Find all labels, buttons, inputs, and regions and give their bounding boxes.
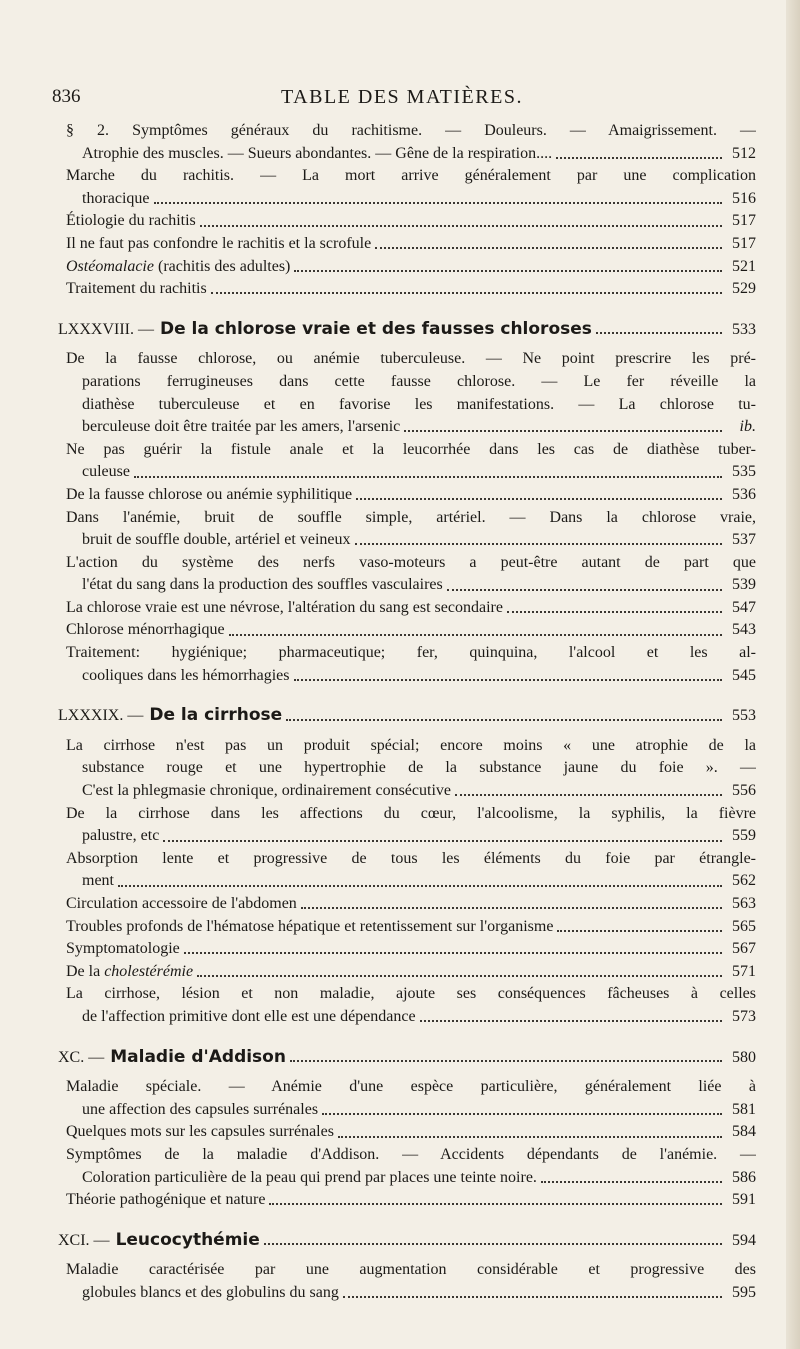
entry-line — [66, 461, 756, 484]
entry-line — [66, 1121, 756, 1144]
entry-page-number: 517 — [732, 234, 756, 252]
entry-text: de l'affection primitive dont elle est une dépendance — [82, 1007, 416, 1025]
dot-leader — [184, 952, 722, 954]
entry-line — [66, 619, 756, 642]
entry-line — [66, 1076, 756, 1099]
entry-line — [66, 803, 756, 826]
entry-line — [66, 256, 756, 279]
entry-text: cooliques dans les hémorrhagies — [82, 666, 290, 684]
entry-text: culeuse — [82, 463, 130, 481]
entry-text: Quelques mots sur les capsules surrénales — [66, 1123, 334, 1141]
entry-line — [66, 665, 756, 688]
entry-page-number: 573 — [732, 1007, 756, 1025]
entry-line — [66, 642, 756, 665]
entry-line — [66, 848, 756, 871]
entry-line — [66, 983, 756, 1006]
toc-entry[interactable] — [66, 552, 756, 597]
toc-entry[interactable] — [66, 597, 756, 620]
page-edge-shadow — [786, 0, 800, 1349]
chapter-page-number: 533 — [732, 320, 756, 338]
entry-text: Maladie spéciale. — Anémie d'une espèce particulière, généralement liée à — [66, 1078, 756, 1096]
entry-page-number: 584 — [732, 1123, 756, 1141]
entry-line — [66, 735, 756, 758]
entry-page-number: 565 — [732, 917, 756, 935]
entry-line — [66, 394, 756, 417]
entry-text: Absorption lente et progressive de tous les éléments du foie par étrangle- — [66, 849, 756, 867]
toc-entry[interactable] — [66, 916, 756, 939]
entry-text: Symptômes de la maladie d'Addison. — Accidents dépendants de l'anémie. — — [66, 1145, 756, 1163]
chapter-heading[interactable] — [58, 704, 756, 727]
entry-page-number: 547 — [732, 598, 756, 616]
entry-line — [66, 597, 756, 620]
toc-entry[interactable] — [66, 1144, 756, 1189]
entry-text: une affection des capsules surrénales — [82, 1100, 319, 1118]
dot-leader — [200, 225, 722, 227]
dot-leader — [455, 794, 722, 796]
entry-text: Circulation accessoire de l'abdomen — [66, 895, 297, 912]
toc-entry[interactable] — [66, 961, 756, 984]
toc-entry[interactable] — [66, 1076, 756, 1121]
entry-text: diathèse tuberculeuse et en favorise les manifestations. — La chlorose tu- — [82, 395, 756, 413]
entry-text: bruit de souffle double, artériel et veineux — [82, 531, 351, 549]
entry-text: berculeuse doit être traitée par les amers, l'arsenic — [82, 418, 401, 436]
entry-text: Symptomatologie — [66, 940, 180, 958]
chapter-page-number: 580 — [732, 1048, 756, 1066]
entry-line — [66, 1282, 756, 1305]
entry-line — [66, 825, 756, 848]
chapter-heading[interactable] — [58, 318, 756, 341]
entry-page-number: ib. — [739, 418, 756, 436]
entry-line — [66, 1259, 756, 1282]
entry-text: De la — [66, 962, 101, 980]
dot-leader — [154, 202, 722, 204]
entry-text: § 2. Symptômes généraux du rachitisme. — Douleurs. — Amaigrissement. — — [66, 122, 756, 139]
chapter-title: De la chlorose vraie et des fausses chloroses — [159, 318, 592, 339]
dot-leader — [338, 1136, 722, 1138]
entry-text: Dans l'anémie, bruit de souffle simple, artériel. — Dans la chlorose vraie, — [66, 508, 756, 526]
chapter-title: Leucocythémie — [115, 1229, 260, 1250]
toc-entry[interactable] — [66, 983, 756, 1028]
entry-page-number: 537 — [732, 531, 756, 549]
toc-entry[interactable] — [66, 1259, 756, 1304]
page-number: 836 — [52, 86, 81, 107]
entry-text: De la fausse chlorose ou anémie syphilitique — [66, 485, 353, 503]
dot-leader — [290, 1060, 722, 1062]
entry-text: Théorie pathogénique et nature — [66, 1191, 266, 1209]
toc-entry[interactable] — [66, 120, 756, 165]
entry-line — [66, 143, 756, 166]
dot-leader — [269, 1203, 722, 1205]
entry-text: La cirrhose, lésion et non maladie, ajoute ses conséquences fâcheuses à celles — [66, 985, 756, 1003]
entry-line — [66, 507, 756, 530]
dot-leader — [264, 1243, 722, 1245]
toc-entry[interactable] — [66, 484, 756, 507]
entry-line — [66, 938, 756, 961]
entry-text: Marche du rachitis. — La mort arrive généralement par une complication — [66, 167, 756, 185]
entry-line — [66, 1006, 756, 1029]
entry-line — [66, 165, 756, 188]
entry-page-number: 563 — [732, 895, 756, 912]
dot-leader — [447, 589, 722, 591]
toc-entry[interactable] — [66, 348, 756, 438]
entry-line — [66, 188, 756, 211]
chapter-page-number: 553 — [732, 707, 756, 725]
entry-line — [66, 348, 756, 371]
entry-page-number: 521 — [732, 257, 756, 275]
entry-text: De la cirrhose dans les affections du cœur, l'alcoolisme, la syphilis, la fièvre — [66, 804, 756, 822]
toc-entry[interactable] — [66, 507, 756, 552]
dot-leader — [301, 907, 722, 909]
dot-leader — [118, 885, 722, 887]
entry-text: Chlorose ménorrhagique — [66, 621, 225, 639]
toc-entry[interactable] — [66, 803, 756, 848]
entry-text: C'est la phlegmasie chronique, ordinairement consécutive — [82, 782, 451, 800]
dot-leader — [294, 679, 723, 681]
entry-page-number: 536 — [732, 485, 756, 503]
entry-line — [66, 439, 756, 462]
entry-line — [66, 552, 756, 575]
entry-page-number: 543 — [732, 621, 756, 639]
toc-entry[interactable] — [66, 938, 756, 961]
entry-text: (rachitis des adultes) — [157, 257, 291, 275]
dot-leader — [404, 430, 722, 432]
entry-page-number: 595 — [732, 1283, 756, 1301]
toc-entry[interactable] — [66, 735, 756, 803]
dot-leader — [322, 1113, 722, 1115]
table-of-contents — [58, 120, 756, 1305]
entry-text: substance rouge et une hypertrophie de la substance jaune du foie ». — — [82, 759, 756, 777]
toc-entry[interactable] — [66, 1189, 756, 1212]
entry-text: L'action du système des nerfs vaso-moteurs a peut-être autant de part que — [66, 553, 756, 571]
toc-entry[interactable] — [66, 893, 756, 916]
entry-line — [66, 961, 756, 984]
dot-leader — [557, 930, 722, 932]
entry-page-number: 529 — [732, 280, 756, 298]
entry-page-number: 517 — [732, 212, 756, 230]
entry-line — [66, 780, 756, 803]
dot-leader — [343, 1296, 722, 1298]
dot-leader — [541, 1181, 722, 1183]
toc-entry[interactable] — [66, 165, 756, 210]
entry-text: De la fausse chlorose, ou anémie tuberculeuse. — Ne point prescrire les pré- — [66, 350, 756, 368]
dot-leader — [294, 270, 722, 272]
chapter-number: LXXXVIII. — — [58, 320, 154, 338]
dot-leader — [596, 332, 722, 334]
entry-page-number: 545 — [732, 666, 756, 684]
dot-leader — [286, 719, 722, 721]
entry-text: thoracique — [82, 189, 150, 207]
entry-page-number: 556 — [732, 782, 756, 800]
entry-line — [66, 120, 756, 143]
entry-page-number: 559 — [732, 827, 756, 845]
entry-page-number: 571 — [732, 962, 756, 980]
toc-entry[interactable] — [66, 848, 756, 893]
entry-line — [66, 371, 756, 394]
entry-text: ment — [82, 872, 114, 890]
entry-page-number: 512 — [732, 144, 756, 162]
toc-entry[interactable] — [66, 619, 756, 642]
chapter-title: De la cirrhose — [149, 705, 283, 726]
entry-text: La cirrhose n'est pas un produit spécial; encore moins « une atrophie de la — [66, 736, 756, 754]
entry-line — [66, 416, 756, 439]
toc-entry[interactable] — [66, 278, 756, 301]
chapter-title: Maladie d'Addison — [110, 1046, 286, 1067]
entry-page-number: 535 — [732, 463, 756, 481]
entry-line — [66, 484, 756, 507]
entry-line — [66, 1144, 756, 1167]
entry-italic-term: Ostéomalacie — [66, 257, 154, 275]
entry-text: Étiologie du rachitis — [66, 212, 196, 230]
entry-text: parations ferrugineuses dans cette fausse chlorose. — Le fer réveille la — [82, 372, 756, 390]
entry-italic-term: cholestérémie — [104, 962, 194, 980]
entry-line — [66, 574, 756, 597]
dot-leader — [556, 157, 722, 159]
entry-text: Troubles profonds de l'hématose hépatique et retentissement sur l'organisme — [66, 917, 554, 935]
toc-entry[interactable] — [66, 439, 756, 484]
entry-line — [66, 210, 756, 233]
entry-text: Atrophie des muscles. — Sueurs abondantes. — Gêne de la respiration.... — [82, 144, 553, 162]
entry-text: Ne pas guérir la fistule anale et la leucorrhée dans les cas de diathèse tuber- — [66, 440, 756, 458]
chapter-number: LXXXIX. — — [58, 707, 144, 725]
entry-text: l'état du sang dans la production des souffles vasculaires — [82, 576, 443, 594]
entry-page-number: 562 — [732, 872, 756, 890]
page-header — [52, 86, 752, 108]
entry-line — [66, 757, 756, 780]
dot-leader — [420, 1020, 722, 1022]
entry-text: La chlorose vraie est une névrose, l'altération du sang est secondaire — [66, 598, 503, 616]
dot-leader — [163, 840, 722, 842]
entry-text: globules blancs et des globulins du sang — [82, 1283, 339, 1301]
entry-text: Il ne faut pas confondre le rachitis et la scrofule — [66, 234, 372, 252]
entry-page-number: 516 — [732, 189, 756, 207]
entry-line — [66, 1099, 756, 1122]
entry-page-number: 567 — [732, 940, 756, 958]
entry-line — [66, 233, 756, 256]
toc-entry[interactable] — [66, 210, 756, 233]
entry-line — [66, 1167, 756, 1190]
entry-page-number: 581 — [732, 1100, 756, 1118]
chapter-heading[interactable] — [58, 1229, 756, 1252]
entry-line — [66, 529, 756, 552]
dot-leader — [375, 247, 722, 249]
entry-page-number: 539 — [732, 576, 756, 594]
toc-entry[interactable] — [66, 1121, 756, 1144]
entry-line — [66, 278, 756, 301]
entry-line — [66, 1189, 756, 1212]
entry-page-number: 586 — [732, 1168, 756, 1186]
dot-leader — [355, 543, 723, 545]
entry-text: Maladie caractérisée par une augmentation considérable et progressive des — [66, 1261, 756, 1279]
dot-leader — [229, 634, 722, 636]
toc-entry[interactable] — [66, 256, 756, 279]
toc-entry[interactable] — [66, 642, 756, 687]
dot-leader — [211, 292, 722, 294]
dot-leader — [507, 611, 722, 613]
chapter-number: XC. — — [58, 1048, 105, 1066]
running-title: TABLE DES MATIÈRES. — [281, 86, 523, 108]
chapter-heading[interactable] — [58, 1046, 756, 1069]
entry-line — [66, 916, 756, 939]
entry-line — [66, 893, 756, 916]
entry-text: Coloration particulière de la peau qui prend par places une teinte noire. — [82, 1168, 537, 1186]
entry-page-number: 591 — [732, 1191, 756, 1209]
dot-leader — [197, 975, 722, 977]
entry-text: palustre, etc — [82, 827, 160, 845]
entry-text: Traitement du rachitis — [66, 280, 207, 298]
dot-leader — [356, 498, 722, 500]
entry-line — [66, 870, 756, 893]
chapter-page-number: 594 — [732, 1231, 756, 1249]
toc-entry[interactable] — [66, 233, 756, 256]
chapter-number: XCI. — — [58, 1231, 110, 1249]
dot-leader — [134, 476, 722, 478]
entry-text: Traitement: hygiénique; pharmaceutique; fer, quinquina, l'alcool et les al- — [66, 644, 756, 662]
